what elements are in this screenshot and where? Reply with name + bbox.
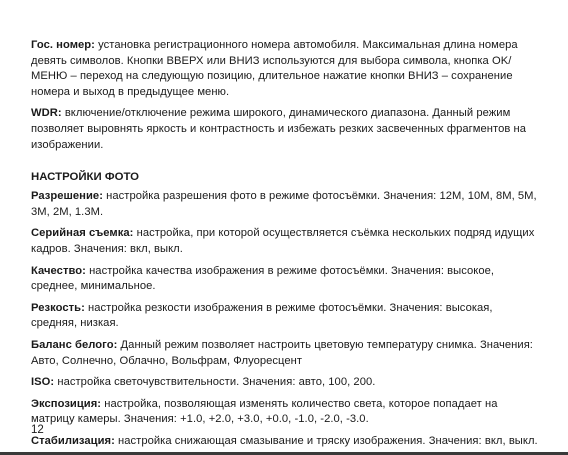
paragraph-sharpness [31, 301, 541, 332]
page-number: 12 [31, 424, 44, 436]
term-license-plate: Гос. номер: [31, 39, 95, 51]
description-iso: настройка светочувствительности. Значения: авто, 100, 200. [54, 376, 376, 389]
term-resolution: Разрешение: [31, 190, 103, 203]
description-resolution: настройка разрешения фото в режиме фотосъёмки. Значения: 12M, 10M, 8M, 5M, 3M, 2M, 1.3M. [31, 190, 537, 218]
section-heading-photo-settings: НАСТРОЙКИ ФОТО [31, 171, 139, 184]
term-exposure: Экспозиция: [31, 397, 102, 410]
description-burst-shooting: настройка, при которой осуществляется съёмка нескольких подряд идущих кадров. Значения: вкл, выкл. [31, 227, 535, 255]
term-stabilization: Стабилизация: [31, 434, 115, 447]
description-quality: настройка качества изображения в режиме фотосъёмки. Значения: высокое, среднее, минимальное. [31, 264, 495, 293]
description-white-balance: Данный режим позволяет настроить цветовую температуру снимка. Значения: Авто, Солнечно, Облачно, Вольфрам, Флуоресцент [31, 338, 533, 367]
description-exposure: настройка, позволяющая изменять количество света, которое попадает на матрицу камеры. Значения: +1.0, +2.0, +3.0, +0.0, -1.0, -2.0, -3.0. [31, 397, 498, 426]
term-sharpness: Резкость: [31, 301, 85, 314]
term-iso: ISO: [31, 376, 55, 389]
paragraph-quality [31, 264, 541, 295]
paragraph-license-plate [31, 38, 541, 100]
description-license-plate: установка регистрационного номера автомобиля. Максимальная длина номера девять символов. Кнопки ВВЕРХ или ВНИЗ используются для выбора символа, кнопка OK/МЕНЮ – переход на следующую позицию, длительное нажатие кнопки ВНИЗ – сохранение номера и выход в предыдущее меню. [31, 39, 518, 98]
paragraph-iso [31, 375, 541, 391]
description-sharpness: настройка резкости изображения в режиме фотосъёмки. Значения: высокая, средняя, низкая. [31, 301, 493, 330]
paragraph-burst-shooting [31, 226, 541, 257]
paragraph-wdr [31, 106, 541, 153]
paragraph-white-balance [31, 338, 541, 369]
manual-page [31, 38, 541, 455]
paragraph-exposure [31, 397, 541, 428]
description-stabilization: настройка снижающая смазывание и тряску изображения. Значения: вкл, выкл. [114, 434, 538, 447]
description-wdr: включение/отключение режима широкого, динамического диапазона. Данный режим позволяет выровнять яркость и контрастность и избежать резких засвеченных фрагментов на изображении. [31, 107, 526, 151]
term-white-balance: Баланс белого: [31, 338, 118, 351]
paragraph-resolution [31, 189, 541, 220]
term-wdr: WDR: [31, 107, 62, 120]
term-quality: Качество: [31, 264, 86, 277]
paragraph-stabilization [31, 434, 541, 450]
term-burst-shooting: Серийная съемка: [31, 227, 134, 240]
